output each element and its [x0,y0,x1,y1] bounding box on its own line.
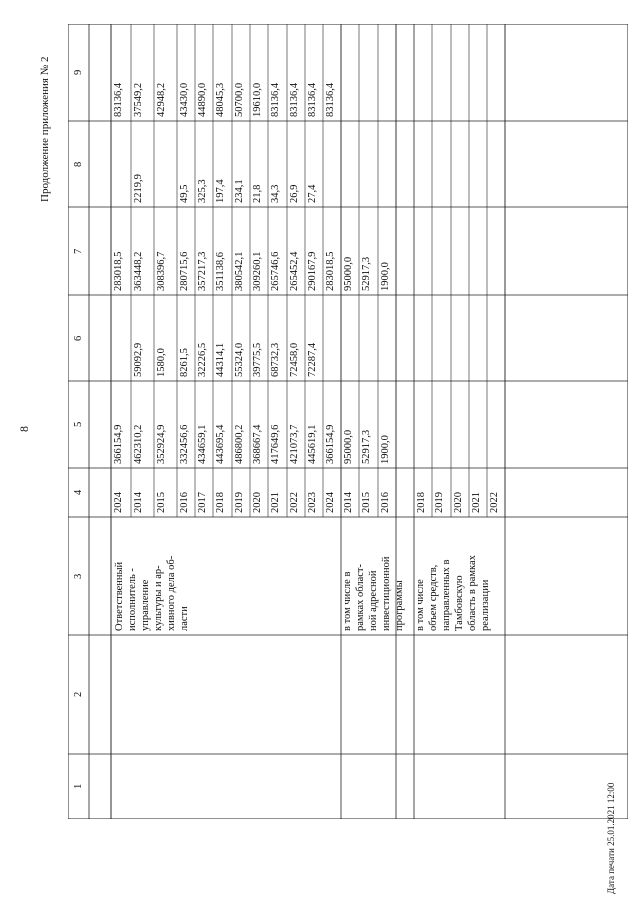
group1-cell: 283018,5 [325,251,336,291]
column-header-1: 1 [73,783,84,790]
group1-cell: 309260,1 [252,251,263,291]
group2-label-line: в том числе в [342,571,353,631]
group1-label-line: управление [140,579,151,631]
column-header-2: 2 [73,691,84,698]
column-header-7: 7 [73,248,84,254]
group2-label-line: ной адресной [368,570,379,631]
group2-cell: 2015 [361,492,372,513]
column-header-5: 5 [73,421,84,428]
group1-cell: 44890,0 [197,82,208,117]
group2-cell: 1900,0 [380,262,391,291]
data-table [68,24,628,819]
group1-cell: 2016 [179,492,190,513]
group1-cell: 2020 [252,492,263,513]
group1-cell: 380542,1 [234,251,245,291]
group1-label-line: культуры и ар- [153,565,164,631]
group1-cell: 26,9 [289,184,300,203]
group1-cell: 43430,0 [179,82,190,117]
group1-cell: 443695,4 [215,424,226,464]
group1-cell: 2024 [325,492,336,513]
group1-cell: 72287,4 [307,342,318,377]
group1-cell: 21,8 [252,184,263,203]
group1-cell: 32226,5 [197,342,208,377]
group3-cell: 2022 [489,492,500,513]
group3-label-line: область в рамках [467,555,478,631]
group1-label-line: хивного дела об- [166,555,177,631]
group3-label-line: в том числе [415,579,426,631]
group1-cell: 44314,1 [215,342,226,377]
group1-cell: 357217,3 [197,251,208,291]
column-header-9: 9 [73,69,84,76]
group1-cell: 234,1 [234,179,245,203]
group1-label-line: исполнитель - [127,568,138,631]
group2-cell: 2016 [380,492,391,513]
group2-cell: 2014 [343,492,354,513]
group2-cell: 95000,0 [343,256,354,291]
group3-cell: 2020 [453,492,464,513]
group1-cell: 366154,9 [325,424,336,464]
group3-cell: 2018 [416,492,427,513]
group1-cell: 363448,2 [133,251,144,291]
group1-cell: 39775,5 [252,342,263,377]
group1-cell: 445619,1 [307,424,318,464]
page-header: Продолжение приложения № 2 [39,56,51,202]
group1-cell: 83136,4 [270,82,281,117]
group1-cell: 366154,9 [113,424,124,464]
group1-cell: 2023 [307,492,318,513]
group1-cell: 37549,2 [133,82,144,117]
group1-cell: 280715,6 [179,251,190,291]
group1-cell: 265746,6 [270,251,281,291]
group1-cell: 83136,4 [289,82,300,117]
group1-label-line: Ответственный [114,561,125,631]
group1-cell: 55324,0 [234,342,245,377]
group1-cell: 2015 [156,492,167,513]
group3-label-line: Тамбовскую [454,575,465,631]
group1-cell: 265452,4 [289,251,300,291]
group1-cell: 2021 [270,492,281,513]
group1-cell: 83136,4 [113,82,124,117]
group2-label-line: программы [394,580,405,631]
group1-cell: 351138,6 [215,252,226,291]
group1-cell: 27,4 [307,184,318,203]
group1-cell: 325,3 [197,179,208,203]
group3-label-line: объем средств, [428,564,439,631]
group1-cell: 2022 [289,492,300,513]
group1-cell: 308396,7 [156,251,167,291]
group1-cell: 417649,6 [270,424,281,464]
group3-cell: 2021 [471,492,482,513]
group2-cell: 1900,0 [380,435,391,464]
column-header-4: 4 [73,489,84,496]
group1-cell: 42948,2 [156,82,167,117]
group3-cell: 2019 [434,492,445,513]
group1-cell: 68732,3 [270,342,281,377]
group2-label-line: рамках област- [355,563,366,631]
group1-cell: 8261,5 [179,348,190,377]
group1-cell: 49,5 [179,184,190,203]
column-header-8: 8 [73,161,84,167]
group1-cell: 352924,9 [156,424,167,464]
group1-cell: 83136,4 [307,82,318,117]
group1-cell: 1580,0 [156,348,167,377]
group1-cell: 462310,2 [133,424,144,464]
column-header-6: 6 [73,335,84,341]
group1-cell: 2017 [197,492,208,513]
print-date-footer: Дата печати 25.01.2021 12:00 [606,782,616,894]
group1-cell: 2014 [133,492,144,513]
group1-cell: 2018 [215,492,226,513]
group1-cell: 2024 [113,492,124,513]
group1-cell: 197,4 [215,179,226,203]
group1-cell: 59092,9 [133,342,144,377]
group1-cell: 290167,9 [307,251,318,291]
group1-cell: 332456,6 [179,424,190,464]
group1-cell: 50700,0 [234,82,245,117]
group1-cell: 434659,1 [197,424,208,464]
group2-cell: 95000,0 [343,429,354,464]
group1-cell: 2219,9 [133,174,144,203]
group1-cell: 421073,7 [289,424,300,464]
group1-label-line: ласти [179,606,190,631]
group1-cell: 283018,5 [113,251,124,291]
group1-cell: 83136,4 [325,82,336,117]
group1-cell: 34,3 [270,184,281,203]
group1-cell: 19610,0 [252,82,263,117]
group2-cell: 52917,3 [361,429,372,464]
group2-label-line: инвестиционной [381,556,392,631]
group3-label-line: реализации [480,579,491,631]
group1-cell: 2019 [234,492,245,513]
group3-label-line: направленных в [441,559,452,631]
group1-cell: 486800,2 [234,424,245,464]
group1-cell: 72458,0 [289,342,300,377]
page-number: 8 [17,426,31,432]
group1-cell: 368667,4 [252,424,263,464]
group2-cell: 52917,3 [361,256,372,291]
group1-cell: 48045,3 [215,82,226,117]
column-header-3: 3 [73,573,84,579]
